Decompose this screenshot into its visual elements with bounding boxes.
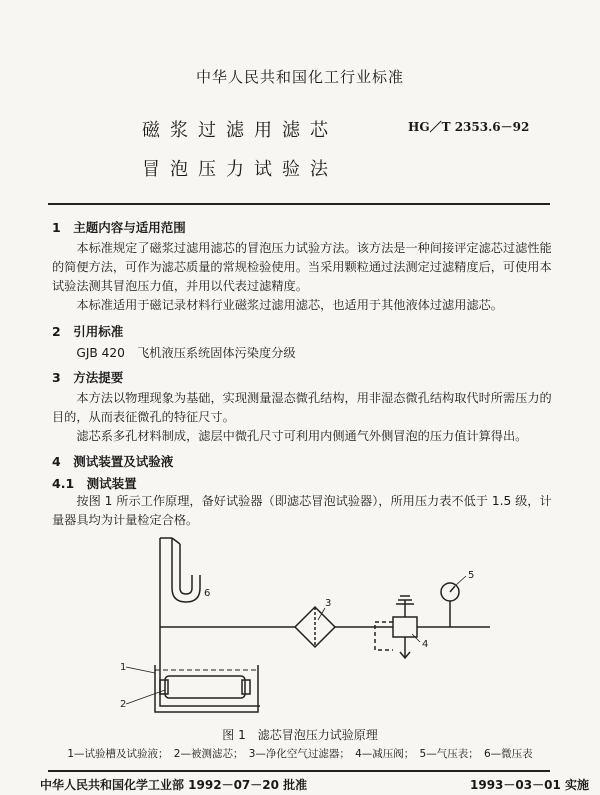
section-4-1-para-1: 按图 1 所示工作原理，备好试验器（即滤芯冒泡试验器），所用压力表不低于 1.5 级，计量器具均为计量检定合格。 bbox=[52, 494, 552, 527]
section-3-body bbox=[52, 389, 552, 446]
section-4-1-heading: 4.1 测试装置 bbox=[52, 476, 137, 491]
pilot-line bbox=[375, 622, 393, 650]
leader-1 bbox=[126, 667, 155, 673]
header-rule bbox=[48, 203, 550, 205]
figure-caption: 图 1 滤芯冒泡压力试验原理 bbox=[222, 728, 378, 742]
section-3-para-2: 滤芯系多孔材料制成，滤层中微孔尺寸可利用内侧通气外侧冒泡的压力值计算得出。 bbox=[76, 429, 528, 443]
figure-legend: 1—试验槽及试验液； 2—被测滤芯； 3—净化空气过滤器； 4—减压阀； 5—气压表； 6—微压表 bbox=[67, 748, 533, 760]
figure-label-6: 6 bbox=[204, 588, 211, 599]
section-2-heading: 2 引用标准 bbox=[52, 324, 124, 339]
pressure-gauge-icon bbox=[441, 583, 459, 627]
standard-number: HG／T 2353.6－92 bbox=[408, 120, 530, 134]
leader-3 bbox=[318, 608, 325, 620]
reducing-valve-icon bbox=[393, 596, 417, 658]
leader-5 bbox=[456, 576, 466, 585]
leader-2 bbox=[126, 690, 165, 704]
section-4-heading: 4 测试装置及试验液 bbox=[52, 454, 174, 469]
filter-element-icon bbox=[160, 676, 250, 698]
air-filter-icon bbox=[295, 607, 335, 647]
section-3-heading: 3 方法提要 bbox=[52, 370, 124, 385]
figure-label-3: 3 bbox=[325, 598, 332, 609]
figure-label-2: 2 bbox=[120, 699, 127, 710]
section-2-para-1: GJB 420 飞机液压系统固体污染度分级 bbox=[76, 346, 296, 360]
section-1-heading: 1 主题内容与适用范围 bbox=[52, 220, 186, 235]
section-2-body bbox=[52, 344, 552, 363]
figure-1-diagram bbox=[120, 530, 500, 720]
figure-label-5: 5 bbox=[468, 570, 475, 581]
micro-manometer-icon bbox=[172, 538, 200, 602]
leader-4 bbox=[412, 634, 420, 642]
footer-rule bbox=[48, 770, 550, 772]
section-1-body bbox=[52, 239, 552, 315]
section-4-1-body bbox=[52, 492, 552, 530]
section-3-para-1: 本方法以物理现象为基础，实现测量湿态微孔结构，用非湿态微孔结构取代时所需压力的目的，从而表征微孔的特征尺寸。 bbox=[52, 391, 552, 424]
figure-label-4: 4 bbox=[422, 639, 429, 650]
approval-line: 中华人民共和国化学工业部 1992－07－20 批准 bbox=[40, 778, 308, 792]
standard-org: 中华人民共和国化工行业标准 bbox=[195, 68, 404, 86]
title-line-2: 冒泡压力试验法 bbox=[142, 159, 338, 180]
figure-label-1: 1 bbox=[120, 662, 127, 673]
effective-date: 1993－03－01 实施 bbox=[470, 778, 589, 792]
title-line-1: 磁浆过滤用滤芯 bbox=[142, 120, 338, 141]
section-1-para-2: 本标准适用于磁记录材料行业磁浆过滤用滤芯，也适用于其他液体过滤用滤芯。 bbox=[76, 298, 503, 312]
section-1-para-1: 本标准规定了磁浆过滤用滤芯的冒泡压力试验方法。该方法是一种间接评定滤芯过滤性能的简便方法，可作为滤芯质量的常规检验使用。当采用颗粒通过法测定过滤精度后，可使用本试验法测其冒泡压力值，并用以代表过滤精度。 bbox=[52, 241, 552, 293]
